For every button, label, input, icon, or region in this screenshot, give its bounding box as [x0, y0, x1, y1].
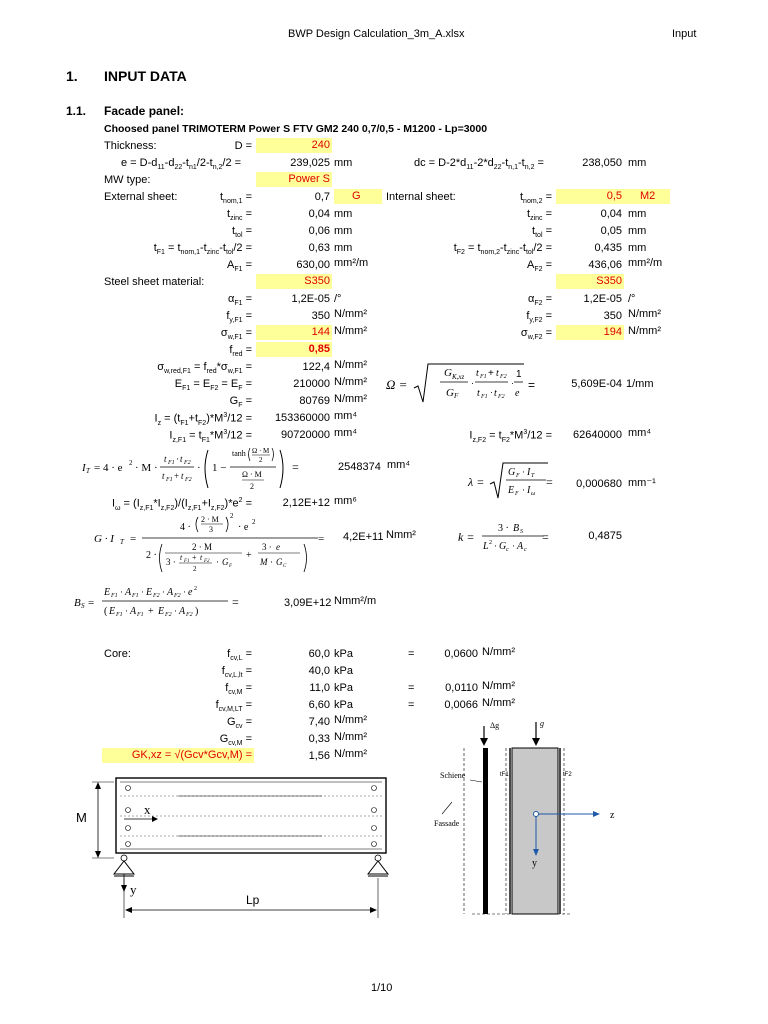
- svg-text:+: +: [174, 471, 180, 481]
- svg-text:E: E: [146, 587, 153, 598]
- tzinc1-unit: mm: [334, 208, 353, 220]
- gk-value: 1,56: [308, 750, 330, 762]
- AF2-unit: mm²/m: [628, 257, 663, 269]
- e-formula: $e = D-d_{11}-d_{22}-t_{n1}/2-t_{n,2}/2$ =: [121, 157, 242, 172]
- subsection-title: Facade panel:: [104, 104, 185, 118]
- section-diagram: [430, 716, 630, 922]
- svg-text:+: +: [246, 550, 252, 561]
- svg-text:E: E: [508, 485, 515, 496]
- Iw-formula: $I_\omega = (I_{z,F1}*I_{z,F2})/(I_{z,F1}+I_{z,F2})*e^2$ =: [111, 497, 252, 512]
- svg-text:F2: F2: [186, 612, 193, 618]
- sw1-symbol: $\sigma_{w,F1}$ =: [220, 327, 252, 342]
- svg-text:4 ·: 4 ·: [180, 522, 191, 533]
- svg-text:·: ·: [511, 378, 514, 388]
- core-row-3-eq: =: [408, 682, 415, 694]
- svg-text:·: ·: [183, 587, 186, 597]
- EF-formula: $E_{F1} = E_{F2} = E_F$ =: [174, 378, 252, 393]
- EF-unit: N/mm²: [334, 376, 367, 388]
- sw2-unit: N/mm²: [628, 325, 661, 337]
- svg-text:2: 2: [129, 459, 133, 467]
- svg-text:E: E: [158, 606, 165, 617]
- Iz-unit: mm⁴: [334, 410, 358, 422]
- svg-text:=: =: [130, 533, 137, 545]
- svg-text:t: t: [180, 454, 183, 464]
- sw2-value[interactable]: 194: [556, 325, 624, 340]
- svg-text:F2: F2: [174, 593, 181, 599]
- core-row-5-value: 7,40: [308, 716, 330, 728]
- core-row-6-symbol: $G_{cv,M}$ =: [219, 733, 252, 748]
- IT-formula: [80, 442, 320, 494]
- swred-value: 122,4: [302, 361, 330, 373]
- svg-text:C: C: [283, 564, 287, 569]
- svg-text:F1: F1: [132, 593, 139, 599]
- facade-core: [512, 748, 558, 914]
- svg-text:t: t: [496, 368, 499, 379]
- schiene-rail: [483, 748, 488, 914]
- GIT-formula: [92, 508, 332, 576]
- core-row-1-eq: =: [408, 648, 415, 660]
- svg-text:=: =: [88, 597, 95, 609]
- svg-text:F1: F1: [111, 593, 118, 599]
- IzF1-value: 90720000: [281, 429, 330, 441]
- tnom2-value[interactable]: 0,5: [556, 189, 624, 204]
- svg-text:F2: F2: [153, 593, 160, 599]
- svg-text:c: c: [524, 547, 527, 553]
- tzinc2-value: 0,04: [600, 208, 622, 220]
- gk-label[interactable]: GK,xz = √(Gcv*Gcv,M) =: [102, 748, 254, 763]
- svg-text:F: F: [454, 392, 459, 400]
- svg-text:·: ·: [270, 557, 273, 567]
- svg-text:I: I: [82, 462, 86, 474]
- core-row-4-symbol: $f_{cv,M,LT}$ =: [215, 699, 252, 714]
- svg-text:2 · M: 2 · M: [192, 542, 212, 552]
- svg-text:=: =: [528, 378, 536, 392]
- core-label: Core:: [104, 648, 131, 660]
- GF-symbol: $G_F$ =: [229, 395, 252, 410]
- GF-value: 80769: [299, 395, 330, 407]
- internal-sheet-grade[interactable]: M2: [624, 189, 670, 204]
- subsection-number: 1.1.: [66, 104, 87, 118]
- core-row-4-unit2: N/mm²: [482, 697, 515, 709]
- ttol1-unit: mm: [334, 225, 353, 237]
- core-row-6-unit: N/mm²: [334, 731, 367, 743]
- svg-text:B: B: [513, 523, 520, 534]
- panel-description: Choosed panel TRIMOTERM Power S FTV GM2 240 0,7/0,5 - M1200 - Lp=3000: [104, 123, 488, 135]
- alpha1-value: 1,2E-05: [291, 293, 330, 305]
- ttol2-value: 0,05: [600, 225, 622, 237]
- core-row-5-symbol: $G_{cv}$ =: [226, 716, 252, 731]
- sw1-value[interactable]: 144: [256, 325, 332, 340]
- ttol1-value: 0,06: [308, 225, 330, 237]
- IzF2-formula: $I_{z,F2} = t_{F2}*M^3/12$ =: [469, 429, 552, 444]
- external-sheet-label: External sheet:: [104, 191, 178, 203]
- Bs-unit: Nmm²/m: [334, 595, 377, 607]
- EF-value: 210000: [293, 378, 330, 390]
- svg-text:3: 3: [209, 525, 213, 534]
- Bs-value: 3,09E+12: [284, 597, 332, 609]
- tnom2-symbol: $t_{nom,2}$ =: [519, 191, 552, 206]
- svg-text:3 ·: 3 ·: [498, 523, 509, 534]
- svg-text:F1: F1: [480, 374, 487, 380]
- tzinc1-symbol: $t_{zinc}$ =: [227, 208, 252, 223]
- svg-text:c: c: [506, 547, 509, 553]
- svg-text:G: G: [276, 557, 283, 567]
- fy1-symbol: $f_{y,F1}$ =: [226, 310, 252, 325]
- sw2-symbol: $\sigma_{w,F2}$ =: [520, 327, 552, 342]
- svg-text:A: A: [167, 587, 174, 598]
- svg-text:·: ·: [522, 467, 525, 477]
- svg-text:t: t: [162, 471, 165, 481]
- svg-text:F: F: [229, 564, 233, 569]
- svg-text:2: 2: [489, 540, 492, 546]
- GF-unit: N/mm²: [334, 393, 367, 405]
- svg-text:3 ·: 3 ·: [262, 542, 272, 552]
- svg-text:Ω =: Ω =: [386, 377, 408, 392]
- steel-material-1[interactable]: S350: [256, 274, 332, 289]
- external-sheet-grade[interactable]: G: [334, 189, 382, 204]
- svg-text:M: M: [260, 557, 268, 567]
- svg-text:·: ·: [141, 587, 144, 597]
- dc-formula: dc = $D-2*d_{11}-2*d_{22}-t_{n,1}-t_{n,2}$ =: [414, 157, 544, 172]
- svg-text:tanh: tanh: [232, 449, 246, 458]
- core-row-3-unit: kPa: [334, 682, 353, 694]
- dg-label: Δg: [490, 721, 500, 730]
- svg-text:·: ·: [512, 541, 515, 551]
- core-row-1-value2: 0,0600: [444, 648, 478, 660]
- svg-text:G: G: [508, 467, 516, 478]
- svg-text:F1: F1: [481, 394, 488, 400]
- tF1-value: 0,63: [308, 242, 330, 254]
- tzinc2-symbol: $t_{zinc}$ =: [527, 208, 552, 223]
- IzF1-formula: $I_{z,F1} = t_{F1}*M^3/12$ =: [169, 429, 252, 444]
- svg-text:E: E: [109, 606, 116, 617]
- svg-text:=: =: [232, 595, 239, 609]
- svg-text:Ω · M: Ω · M: [252, 447, 270, 455]
- file-name: BWP Design Calculation_3m_A.xlsx: [288, 28, 465, 40]
- svg-text:2: 2: [230, 512, 234, 520]
- svg-text:t: t: [494, 388, 497, 399]
- svg-text:2: 2: [259, 456, 263, 464]
- IT-value: 2548374: [338, 461, 381, 473]
- AF1-value: 630,00: [296, 259, 330, 271]
- dc-value: 238,050: [582, 157, 622, 169]
- omega-value: 5,609E-04: [571, 378, 622, 390]
- alpha2-value: 1,2E-05: [583, 293, 622, 305]
- gk-unit: N/mm²: [334, 748, 367, 760]
- mw-type-value[interactable]: Power S: [256, 172, 332, 187]
- k-value: 0,4875: [588, 530, 622, 542]
- AF2-symbol: $A_{F2}$ =: [527, 259, 552, 274]
- svg-text:1: 1: [516, 369, 522, 380]
- ttol2-symbol: $t_{tol}$ =: [532, 225, 552, 240]
- core-row-4-eq: =: [408, 699, 415, 711]
- svg-text:A: A: [125, 587, 132, 598]
- svg-text:2: 2: [194, 586, 197, 592]
- svg-text:B: B: [74, 597, 81, 609]
- svg-text:·: ·: [125, 606, 128, 616]
- tzinc1-value: 0,04: [308, 208, 330, 220]
- section-number: 1.: [66, 68, 78, 84]
- e-value: 239,025: [290, 157, 330, 169]
- panel-body: [116, 778, 386, 853]
- svg-text:2: 2: [193, 565, 197, 573]
- svg-text:t: t: [476, 368, 479, 379]
- Bs-formula: [72, 582, 252, 622]
- z-axis-label: z: [610, 810, 615, 821]
- svg-text:S: S: [520, 529, 523, 535]
- tnom1-value: 0,7: [314, 191, 330, 203]
- tF2-value: 0,435: [594, 242, 622, 254]
- svg-text:·: ·: [162, 587, 165, 597]
- core-row-3-value: 11,0: [309, 682, 330, 694]
- alpha1-unit: /°: [334, 293, 342, 305]
- core-row-1-unit2: N/mm²: [482, 646, 515, 658]
- svg-text:e: e: [188, 587, 193, 598]
- tzinc2-unit: mm: [628, 208, 647, 220]
- core-row-4-unit: kPa: [334, 699, 353, 711]
- core-row-4-value2: 0,0066: [444, 699, 478, 711]
- svg-text:·: ·: [120, 587, 123, 597]
- svg-text:T: T: [120, 538, 124, 546]
- svg-text:λ =: λ =: [468, 475, 485, 489]
- swred-unit: N/mm²: [334, 359, 367, 371]
- core-row-3-symbol: $f_{cv,M}$ =: [225, 682, 252, 697]
- ttol2-unit: mm: [628, 225, 647, 237]
- dc-unit: mm: [628, 157, 647, 169]
- svg-text:2 · M: 2 · M: [201, 515, 219, 524]
- AF1-symbol: $A_{F1}$ =: [227, 259, 252, 274]
- svg-text:e: e: [276, 542, 280, 552]
- svg-text:F1: F1: [166, 477, 173, 483]
- Iw-value: 2,12E+12: [282, 497, 330, 509]
- svg-text:1 −: 1 −: [212, 462, 227, 474]
- fred-value[interactable]: 0,85: [256, 342, 332, 357]
- svg-text:·: ·: [174, 606, 177, 616]
- svg-text:F1: F1: [184, 559, 190, 564]
- omega-unit: 1/mm: [626, 378, 654, 390]
- svg-text:t: t: [200, 553, 203, 562]
- tF2-unit: mm: [628, 242, 647, 254]
- g-label: g: [540, 719, 544, 728]
- svg-text:F2: F2: [165, 612, 172, 618]
- svg-text:=: =: [292, 460, 299, 474]
- page-number: 1/10: [371, 982, 393, 994]
- svg-text:G: G: [499, 541, 507, 552]
- svg-text:·: ·: [471, 378, 474, 388]
- svg-text:= 4 · e: = 4 · e: [94, 462, 123, 474]
- svg-text:G · I: G · I: [94, 533, 114, 545]
- svg-text:T: T: [86, 467, 90, 475]
- svg-text:· e: · e: [238, 522, 249, 533]
- thickness-symbol: D =: [234, 140, 252, 152]
- svg-text:F2: F2: [498, 394, 505, 400]
- core-row-5-unit: N/mm²: [334, 714, 367, 726]
- svg-text:t: t: [180, 553, 183, 562]
- core-row-2-symbol: $f_{cv,L,lt}$ =: [221, 665, 252, 680]
- svg-text:F1: F1: [116, 612, 123, 618]
- ttol1-symbol: $t_{tol}$ =: [232, 225, 252, 240]
- thickness-label: Thickness:: [104, 140, 157, 152]
- svg-text:·: ·: [490, 387, 493, 397]
- svg-text:+: +: [488, 368, 494, 379]
- svg-text:(: (: [104, 606, 108, 617]
- core-row-1-value: 60,0: [308, 648, 330, 660]
- svg-text:F2: F2: [204, 559, 210, 564]
- core-row-2-unit: kPa: [334, 665, 353, 677]
- steel-material-label: Steel sheet material:: [104, 276, 205, 288]
- svg-text:L: L: [483, 541, 489, 552]
- svg-text:F: F: [516, 473, 520, 479]
- svg-text:=: =: [546, 475, 553, 489]
- sheet-name: Input: [672, 28, 697, 40]
- alpha2-symbol: $\alpha_{F2}$ =: [527, 293, 552, 308]
- core-row-4-value: 6,60: [308, 699, 330, 711]
- IzF2-unit: mm⁴: [628, 427, 652, 439]
- fy2-symbol: $f_{y,F2}$ =: [526, 310, 552, 325]
- core-row-1-unit: kPa: [334, 648, 353, 660]
- GIT-unit: Nmm²: [386, 529, 416, 541]
- svg-text:·: ·: [216, 557, 219, 567]
- fy2-unit: N/mm²: [628, 308, 661, 320]
- swred-formula: $\sigma_{w,red,F1} = f_{red}*\sigma_{w,F1}$ =: [157, 361, 252, 376]
- thickness-value[interactable]: 240: [256, 138, 332, 153]
- svg-text:I: I: [527, 485, 531, 496]
- svg-text:+: +: [192, 553, 197, 562]
- svg-text:·: ·: [176, 454, 179, 464]
- AF2-value: 436,06: [588, 259, 622, 271]
- svg-text:· M ·: · M ·: [135, 462, 158, 474]
- svg-text:+: +: [148, 606, 154, 617]
- section-title: INPUT DATA: [104, 68, 187, 84]
- k-formula: [456, 518, 556, 556]
- svg-text:G: G: [446, 387, 454, 399]
- lambda-formula: [466, 460, 556, 502]
- svg-text:k =: k =: [458, 530, 475, 544]
- lambda-value: 0,000680: [576, 478, 622, 490]
- tF1-label: tF1: [500, 772, 509, 778]
- svg-text:ω: ω: [531, 491, 536, 497]
- svg-text:A: A: [179, 606, 186, 617]
- svg-text:F2: F2: [500, 374, 507, 380]
- svg-text:t: t: [164, 454, 167, 464]
- svg-text:2 ·: 2 ·: [146, 550, 157, 561]
- tnom1-symbol: $t_{nom,1}$ =: [219, 191, 252, 206]
- sw1-unit: N/mm²: [334, 325, 367, 337]
- svg-text:t: t: [181, 471, 184, 481]
- svg-text:): ): [195, 606, 199, 617]
- IzF1-unit: mm⁴: [334, 427, 358, 439]
- svg-text:G: G: [222, 557, 229, 567]
- fred-symbol: $f_{red}$ =: [229, 344, 252, 359]
- x-axis-label: x: [144, 802, 151, 817]
- Iw-unit: mm⁶: [334, 495, 357, 507]
- svg-text:·: ·: [522, 485, 525, 495]
- M-label: M: [76, 810, 87, 825]
- svg-text:·: ·: [197, 462, 201, 474]
- Lp-label: Lp: [246, 893, 260, 907]
- IT-unit: mm⁴: [387, 459, 411, 471]
- svg-text:3 ·: 3 ·: [166, 557, 176, 567]
- internal-sheet-label: Internal sheet:: [386, 191, 456, 203]
- tF2-formula: $t_{F2} = t_{nom,2}-t_{zinc}-t_{tol}/2$ =: [453, 242, 552, 257]
- svg-text:F2: F2: [185, 477, 192, 483]
- AF1-unit: mm²/m: [334, 257, 369, 269]
- svg-text:2: 2: [252, 518, 256, 526]
- svg-text:e: e: [515, 388, 520, 399]
- schiene-label: Schiene: [440, 771, 466, 780]
- svg-text:t: t: [477, 388, 480, 399]
- svg-text:·: ·: [494, 541, 497, 551]
- panel-diagram: [70, 770, 410, 930]
- svg-text:G: G: [444, 367, 452, 379]
- svg-text:S: S: [81, 602, 85, 610]
- svg-text:=: =: [542, 530, 549, 544]
- svg-text:2: 2: [250, 482, 254, 491]
- tF1-formula: $t_{F1} = t_{nom,1}-t_{zinc}-t_{tol}/2$ =: [153, 242, 252, 257]
- core-row-3-value2: 0,0110: [445, 682, 478, 694]
- core-row-6-value: 0,33: [308, 733, 330, 745]
- fassade-label: Fassade: [434, 819, 460, 828]
- omega-formula: [384, 360, 544, 408]
- Iz-value: 153360000: [274, 412, 330, 424]
- GIT-value: 4,2E+11: [343, 531, 384, 543]
- svg-text:A: A: [517, 541, 524, 552]
- core-row-2-value: 40,0: [308, 665, 330, 677]
- svg-text:I: I: [527, 467, 531, 478]
- svg-text:F1: F1: [168, 460, 175, 466]
- fy1-value: 350: [311, 310, 330, 322]
- svg-text:T: T: [531, 473, 535, 479]
- svg-text:=: =: [318, 533, 325, 545]
- mw-type-label: MW type:: [104, 174, 151, 186]
- svg-text:F: F: [515, 491, 519, 497]
- svg-text:Ω · M: Ω · M: [242, 470, 262, 479]
- svg-text:F1: F1: [137, 612, 144, 618]
- alpha2-unit: /°: [628, 293, 636, 305]
- tF1-unit: mm: [334, 242, 353, 254]
- core-row-1-symbol: $f_{cv,L}$ =: [227, 648, 252, 663]
- svg-text:A: A: [130, 606, 137, 617]
- svg-text:E: E: [104, 587, 111, 598]
- fy2-value: 350: [603, 310, 622, 322]
- alpha1-symbol: $\alpha_{F1}$ =: [227, 293, 252, 308]
- IzF2-value: 62640000: [573, 429, 622, 441]
- svg-text:F2: F2: [184, 460, 191, 466]
- tF2-label: tF2: [563, 772, 572, 778]
- core-row-3-unit2: N/mm²: [482, 680, 515, 692]
- fy1-unit: N/mm²: [334, 308, 367, 320]
- y-axis-label: y: [130, 882, 137, 897]
- y-section-axis-label: y: [532, 858, 537, 869]
- Iz-formula: $I_z = (t_{F1}+t_{F2})*M^3/12$ =: [154, 412, 252, 427]
- steel-material-2[interactable]: S350: [556, 274, 624, 289]
- svg-text:K,xz: K,xz: [452, 373, 465, 381]
- lambda-unit: mm⁻¹: [628, 477, 656, 489]
- e-unit: mm: [334, 157, 353, 169]
